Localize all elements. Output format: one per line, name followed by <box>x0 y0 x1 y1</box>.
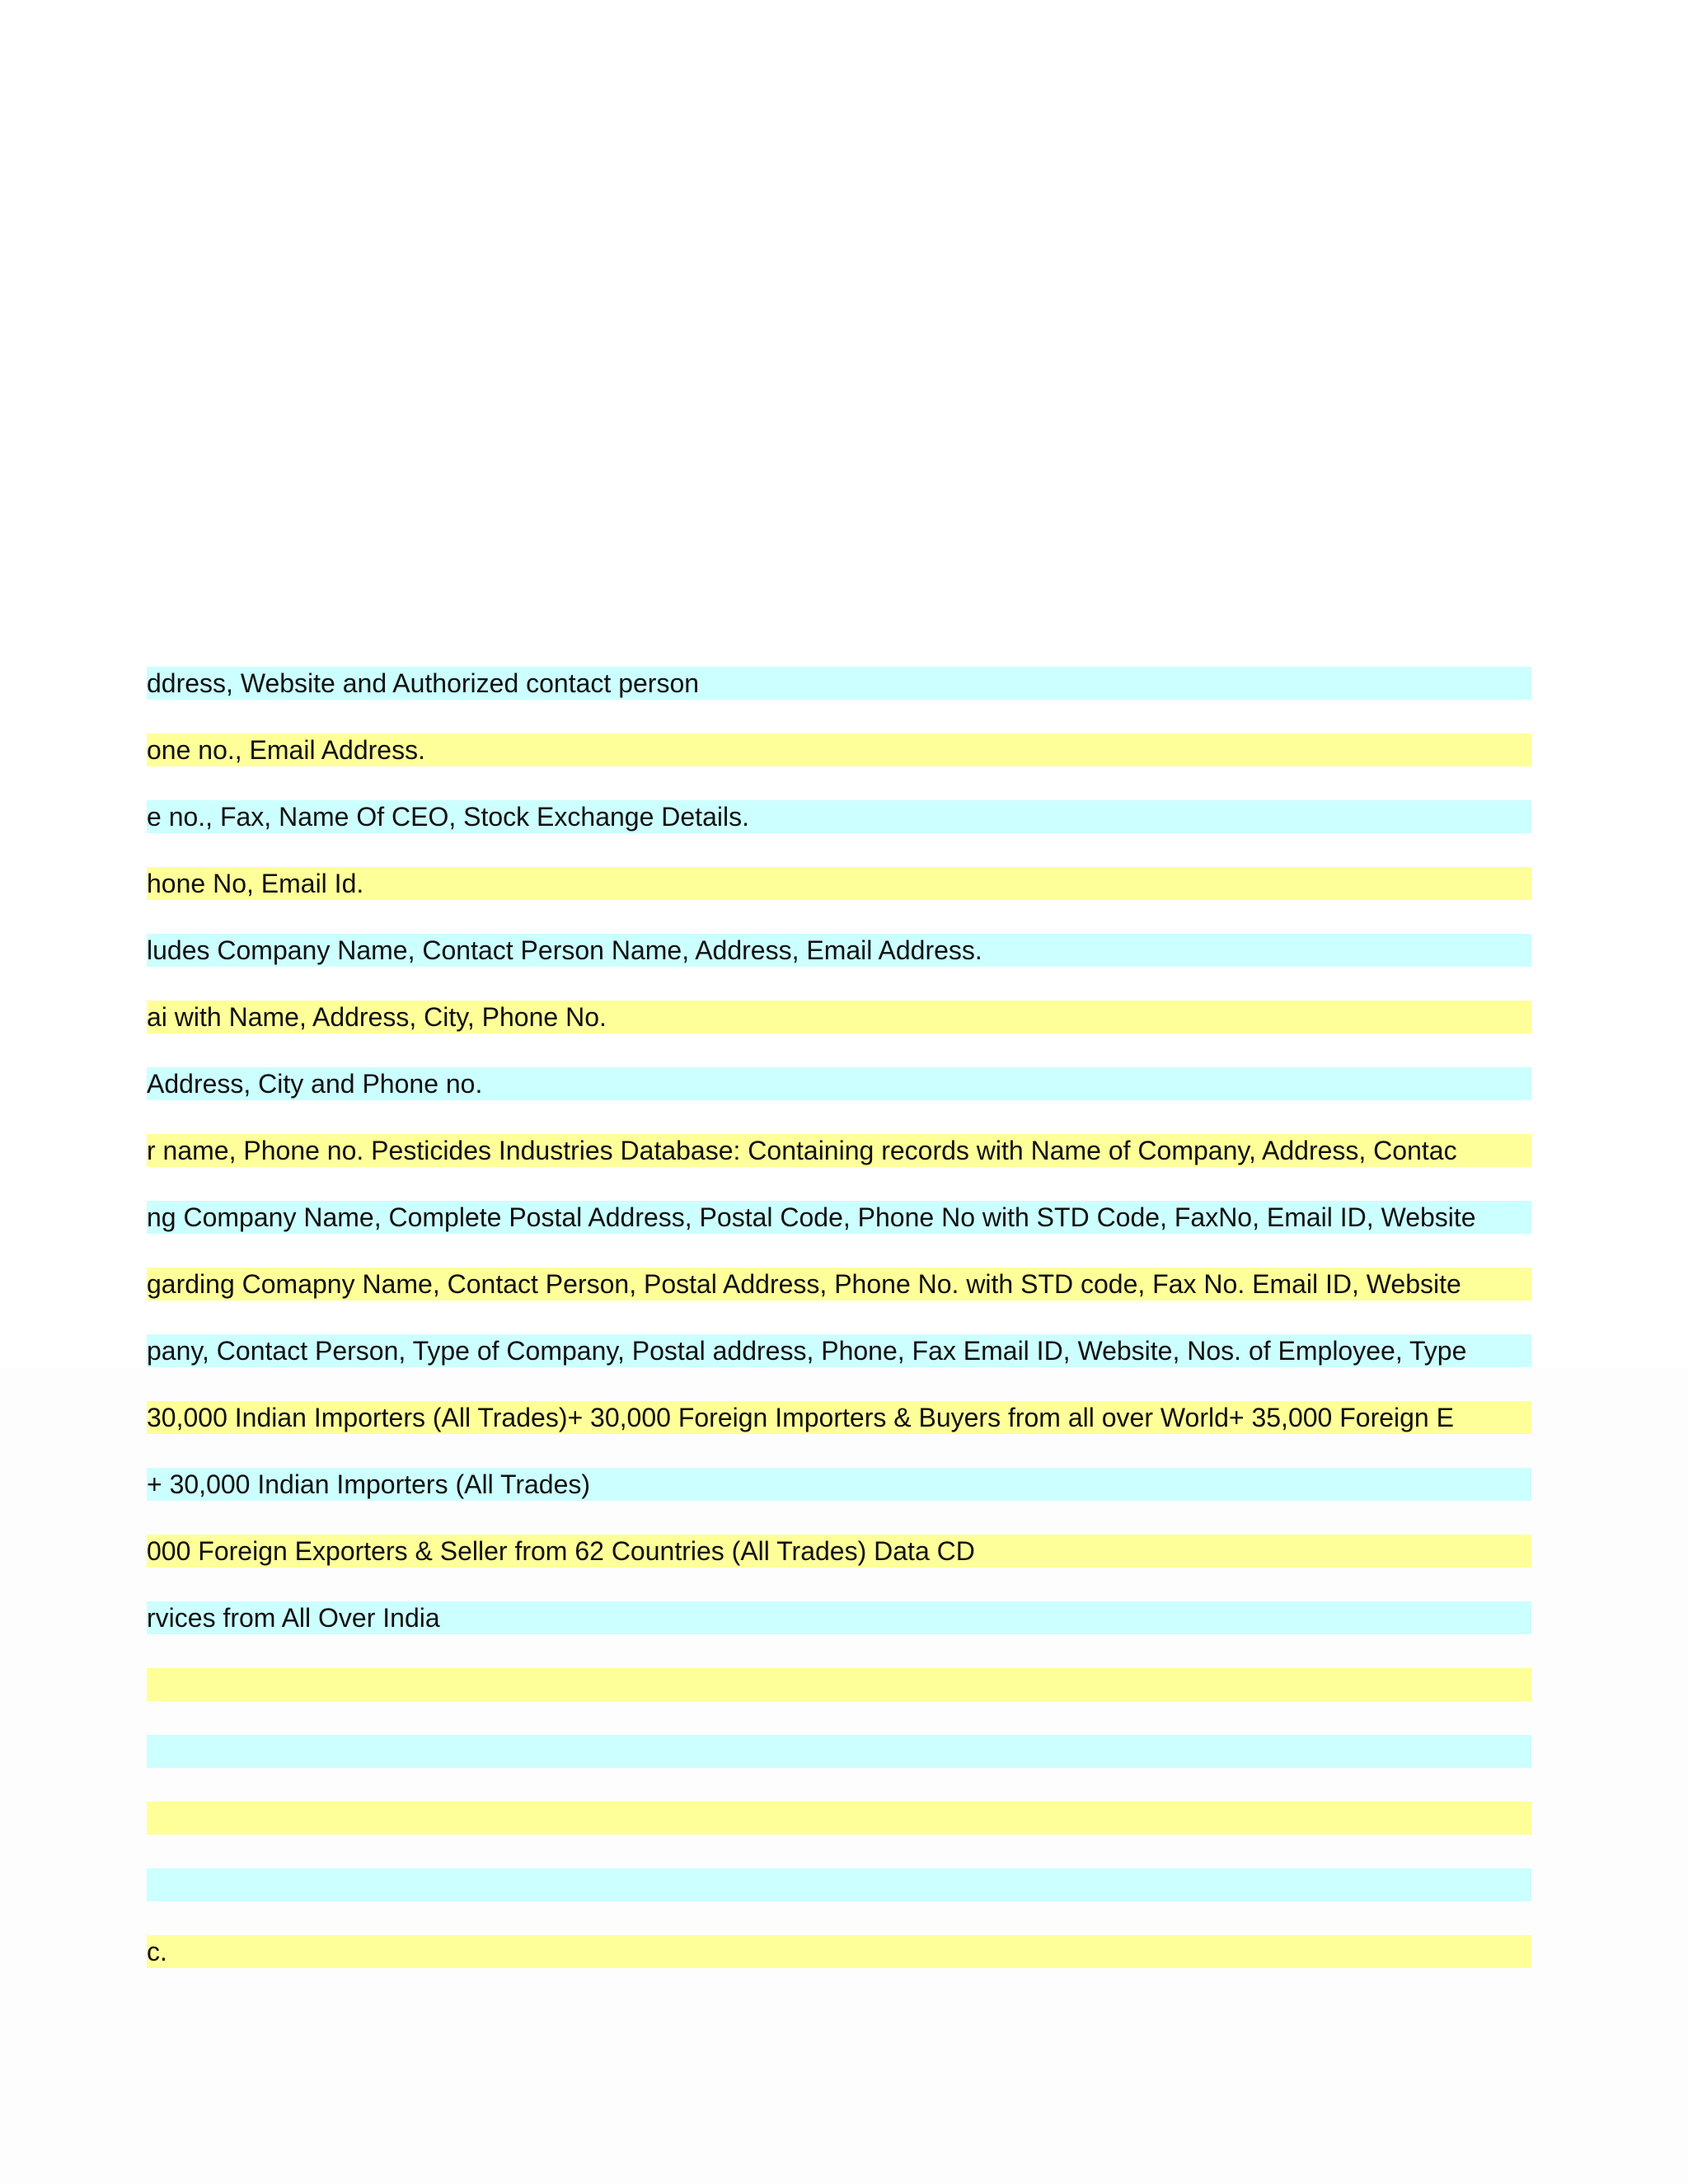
table-row <box>147 1668 1531 1701</box>
table-row <box>147 733 1531 766</box>
data-rows <box>147 667 1531 2002</box>
row-text: Address, City and Phone no. <box>147 1069 483 1099</box>
table-row <box>147 1334 1531 1367</box>
row-text: c. <box>147 1937 167 1966</box>
table-row <box>147 667 1531 700</box>
table-row <box>147 1001 1531 1033</box>
table-row <box>147 1067 1531 1100</box>
row-text: ludes Company Name, Contact Person Name, Address, Email Address. <box>147 935 982 965</box>
row-text: hone No, Email Id. <box>147 869 364 898</box>
table-row <box>147 1535 1531 1568</box>
row-text: one no., Email Address. <box>147 735 425 765</box>
table-row <box>147 1201 1531 1234</box>
row-text: ai with Name, Address, City, Phone No. <box>147 1002 607 1032</box>
table-row <box>147 867 1531 900</box>
table-row <box>147 1601 1531 1634</box>
row-text: r name, Phone no. Pesticides Industries Database: Containing records with Name of Company, Address, Contac <box>147 1136 1457 1165</box>
table-row <box>147 1134 1531 1167</box>
row-text: pany, Contact Person, Type of Company, Postal address, Phone, Fax Email ID, Website, Nos. of Employee, Type <box>147 1336 1467 1366</box>
table-row <box>147 800 1531 833</box>
row-text: ddress, Website and Authorized contact person <box>147 668 700 698</box>
table-row <box>147 1935 1531 1968</box>
table-row <box>147 1735 1531 1768</box>
table-row <box>147 1268 1531 1301</box>
table-row <box>147 1401 1531 1434</box>
row-text: rvices from All Over India <box>147 1603 440 1633</box>
row-text: 30,000 Indian Importers (All Trades)+ 30,000 Foreign Importers & Buyers from all over World+ 35,000 Foreign E <box>147 1403 1454 1432</box>
table-row <box>147 1868 1531 1901</box>
row-text: garding Comapny Name, Contact Person, Postal Address, Phone No. with STD code, Fax No. Email ID, Website <box>147 1269 1461 1299</box>
row-text: 000 Foreign Exporters & Seller from 62 Countries (All Trades) Data CD <box>147 1536 975 1566</box>
row-text: e no., Fax, Name Of CEO, Stock Exchange Details. <box>147 802 749 832</box>
row-text: + 30,000 Indian Importers (All Trades) <box>147 1469 591 1499</box>
table-row <box>147 1468 1531 1501</box>
table-row <box>147 1802 1531 1835</box>
table-row <box>147 934 1531 967</box>
row-text: ng Company Name, Complete Postal Address, Postal Code, Phone No with STD Code, FaxNo, Email ID, Website <box>147 1202 1476 1232</box>
